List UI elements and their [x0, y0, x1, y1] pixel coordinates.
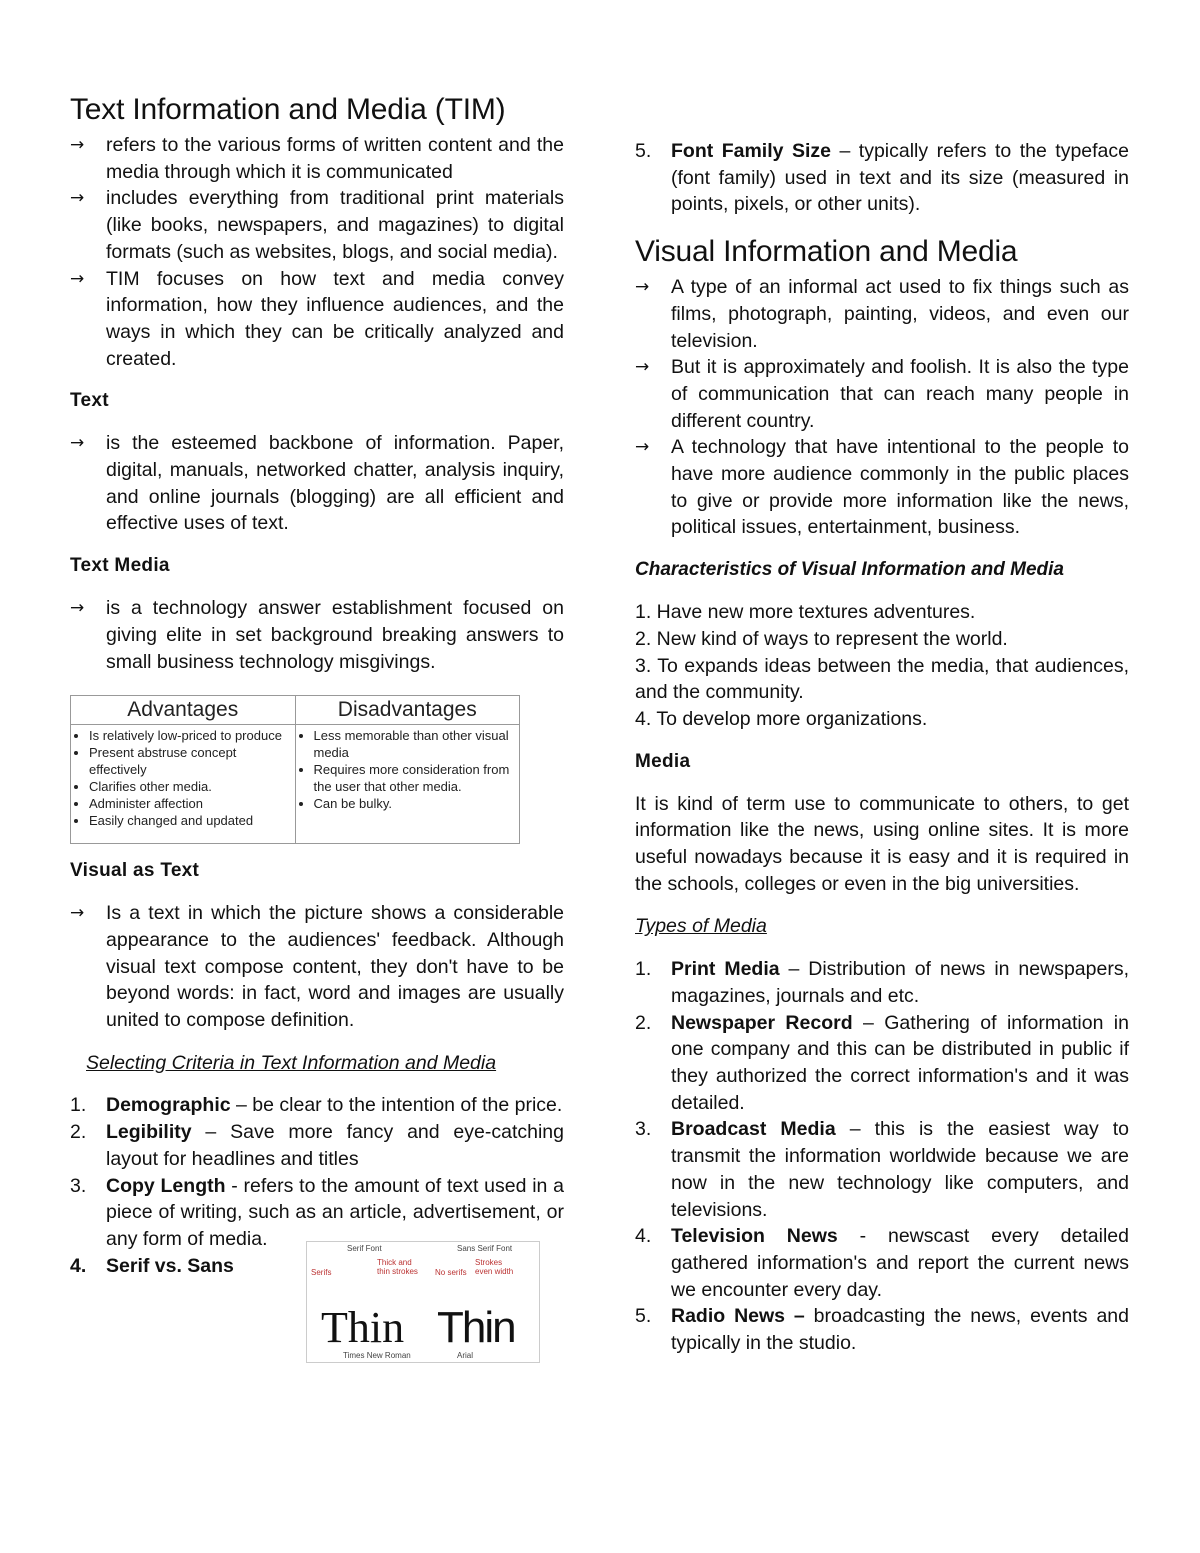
sans-caption: Arial [457, 1350, 474, 1360]
even-strokes-label: Strokes even width [475, 1257, 514, 1276]
table-row: • Easily changed and updated [89, 812, 291, 829]
list-item: → A technology that have intentional to the people to have more audience commonly in the public places to give or provide more information like the news, political issues, entertainment, business. [635, 434, 1129, 541]
no-serifs-label: No serifs [435, 1267, 467, 1277]
item-term: Serif vs. Sans [106, 1254, 234, 1277]
right-column [635, 138, 1129, 1357]
text-media-list [70, 595, 564, 675]
tim-list [70, 132, 564, 372]
left-column [70, 92, 564, 1360]
characteristic-item: 1. Have new more textures adventures. [635, 601, 976, 624]
item-number: 1. [635, 958, 652, 981]
serif-vs-sans-item [70, 1243, 564, 1360]
thick-thin-label: Thick and thin strokes [377, 1257, 418, 1276]
list-item: → TIM focuses on how text and media convey information, how they influence audiences, and the ways in which they can be critically analyzed and created. [70, 266, 564, 373]
list-item [70, 1092, 564, 1119]
item-desc: – Save more fancy and eye-catching layout for headlines and titles [106, 1121, 564, 1170]
list-item [70, 1119, 564, 1172]
serif-font-label: Serif Font [347, 1243, 382, 1253]
sans-thin-word: Thin [437, 1302, 515, 1352]
tim-title: Text Information and Media (TIM) [70, 93, 506, 126]
item-term: Radio News – [671, 1305, 805, 1328]
text-media-heading: Text Media [70, 555, 170, 577]
disadvantages-header: Disadvantages [295, 696, 520, 725]
list-item [635, 956, 1129, 1009]
item-term: Newspaper Record [671, 1011, 853, 1034]
criteria-heading: Selecting Criteria in Text Information and Media [86, 1051, 497, 1074]
item-term: Television News [671, 1225, 838, 1248]
table-row: • Requires more consideration from the user that other media. [314, 761, 516, 795]
list-item [635, 138, 1129, 218]
vim-title: Visual Information and Media [635, 235, 1018, 269]
serifs-label: Serifs [311, 1267, 332, 1277]
item-desc: – this is the easiest way to transmit the information worldwide because we are now in the new technology like computers, and televisions. [671, 1118, 1129, 1221]
sans-font-label: Sans Serif Font [457, 1243, 513, 1253]
list-item: → is the esteemed backbone of information. Paper, digital, manuals, networked chatter, analysis inquiry, and online journals (blogging) are all efficient and effective uses of text. [70, 430, 564, 537]
characteristic-item: 2. New kind of ways to represent the world. [635, 627, 1008, 650]
table-row: • Clarifies other media. [89, 778, 291, 795]
list-item: → A type of an informal act used to fix things such as films, photograph, painting, videos, and even our television. [635, 274, 1129, 354]
characteristic-item: 4. To develop more organizations. [635, 707, 928, 730]
item-desc: – Gathering of information in one company and this can be distributed in public if they authorized the correct information's and it was detailed. [671, 1011, 1129, 1114]
criteria-list [70, 1092, 564, 1252]
table-row: • Is relatively low-priced to produce [89, 727, 291, 744]
item-number: 1. [70, 1094, 87, 1117]
item-desc: broadcasting the news, events and typically in the studio. [671, 1305, 1129, 1355]
font-family-item [635, 138, 1129, 218]
table-row: • Present abstruse concept effectively [89, 744, 291, 778]
list-item: → is a technology answer establishment focused on giving elite in set background breaking answers to small business technology misgivings. [70, 595, 564, 675]
item-desc: - newscast every detailed gathered information's and report the current news we encounter every day. [671, 1225, 1129, 1301]
types-of-media-heading: Types of Media [635, 915, 767, 938]
item-number: 5. [635, 140, 652, 162]
item-number: 3. [635, 1118, 652, 1141]
item-number: 5. [635, 1305, 652, 1328]
table-row: • Less memorable than other visual media [314, 727, 516, 761]
advantages-table [70, 695, 520, 844]
list-item [635, 1303, 1129, 1356]
characteristic-item: 3. To expands ideas between the media, that audiences, and the community. [635, 654, 1129, 704]
item-number: 2. [70, 1121, 87, 1144]
vim-list [635, 274, 1129, 541]
list-item: → refers to the various forms of written content and the media through which it is communicated [70, 132, 564, 185]
item-term: Print Media [671, 958, 780, 981]
item-desc: – Distribution of news in newspapers, magazines, journals and etc. [671, 958, 1129, 1007]
media-paragraph: It is kind of term use to communicate to others, to get information like the news, using online sites. It is more useful nowadays because it is easy and it is required in the schools, colleges or even in the big universities. [635, 792, 1129, 895]
list-item [635, 1010, 1129, 1117]
text-list [70, 430, 564, 537]
advantages-header: Advantages [71, 696, 296, 725]
characteristics-heading: Characteristics of Visual Information and Media [635, 559, 1065, 581]
table-row: • Administer affection [89, 795, 291, 812]
item-term: Broadcast Media [671, 1118, 836, 1141]
item-term: Copy Length [106, 1174, 226, 1197]
advantages-cell [71, 725, 296, 844]
item-number: 4. [70, 1254, 87, 1277]
list-item [635, 1116, 1129, 1223]
visual-as-text-heading: Visual as Text [70, 860, 200, 882]
item-number: 4. [635, 1225, 652, 1248]
item-desc: – typically refers to the typeface (font family) used in text and its size (measured in points, pixels, or other units). [671, 140, 1129, 216]
text-heading: Text [70, 390, 109, 412]
item-desc: - refers to the amount of text used in a piece of writing, such as an article, advertisement, or any form of media. [106, 1174, 564, 1250]
list-item: → But it is approximately and foolish. It is also the type of communication that can reach many people in different country. [635, 354, 1129, 434]
list-item [635, 1223, 1129, 1303]
item-number: 2. [635, 1011, 652, 1034]
media-heading: Media [635, 750, 691, 772]
list-item: → Is a text in which the picture shows a considerable appearance to the audiences' feedback. Although visual text compose content, they don't have to be beyond words: in fact, word and images are usually united to compose definition. [70, 900, 564, 1034]
item-term: Legibility [106, 1121, 192, 1144]
item-desc: – be clear to the intention of the price. [230, 1094, 563, 1117]
visual-list [70, 900, 564, 1034]
list-item: → includes everything from traditional print materials (like books, newspapers, and magazines) to digital formats (such as websites, blogs, and social media). [70, 185, 564, 265]
serif-thin-word: Thin [321, 1302, 405, 1352]
item-number: 3. [70, 1174, 87, 1197]
serif-sans-figure [306, 1241, 540, 1363]
table-row: • Can be bulky. [314, 795, 516, 812]
types-of-media-list [635, 956, 1129, 1357]
item-term: Font Family Size [671, 140, 831, 162]
item-term: Demographic [106, 1094, 231, 1117]
disadvantages-cell [295, 725, 520, 844]
serif-caption: Times New Roman [343, 1350, 411, 1360]
